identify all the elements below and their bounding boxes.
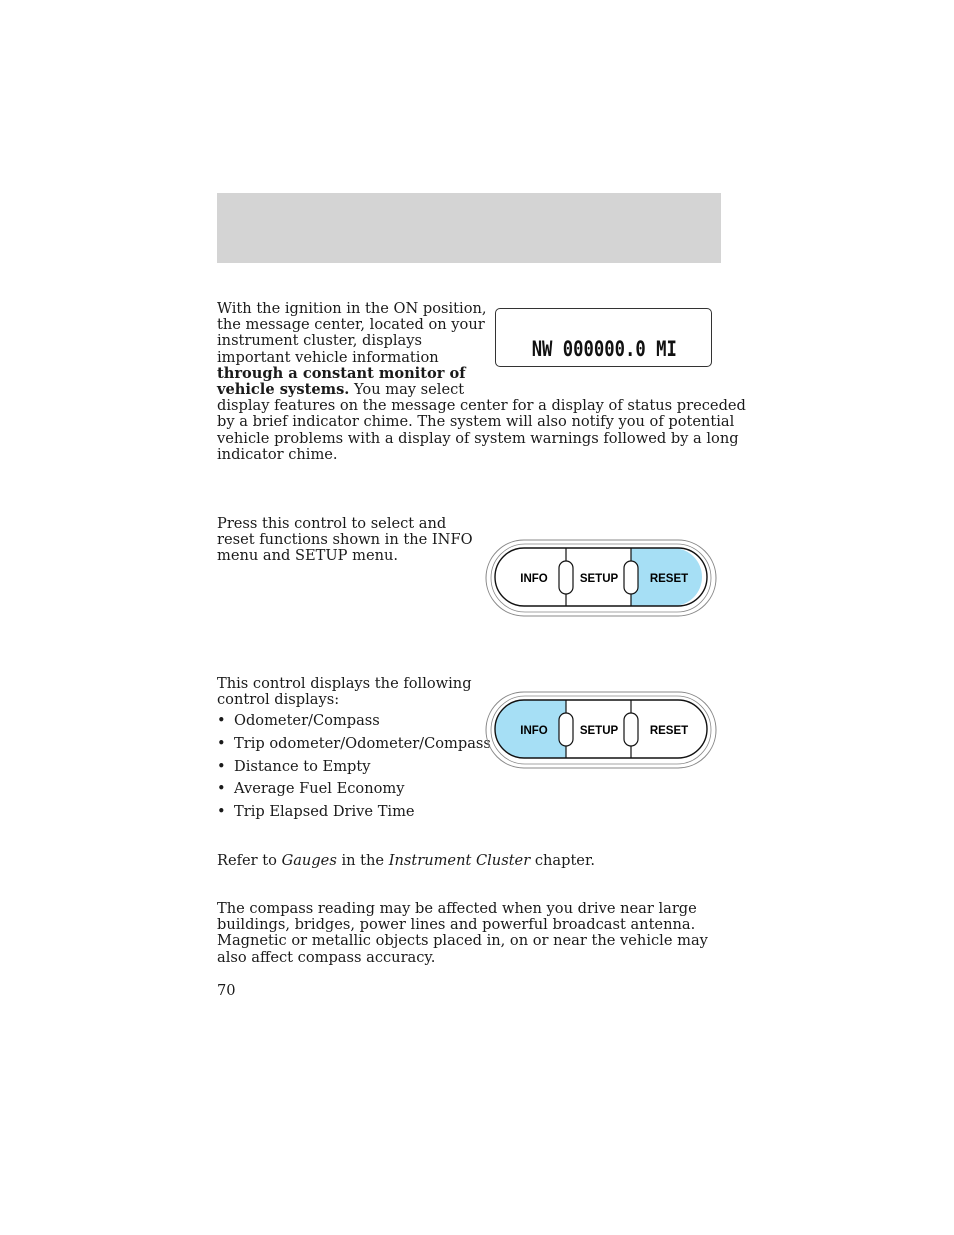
info-button-label: INFO — [520, 725, 548, 737]
bullet-glyph: • — [217, 780, 226, 798]
list-item-text: Average Fuel Economy — [234, 780, 405, 798]
reset-button-label: RESET — [649, 573, 689, 585]
gauges-reference — [217, 853, 722, 869]
intro-line: indicator chime. — [217, 445, 338, 463]
intro-line: You may select — [349, 381, 465, 399]
info-button-label: INFO — [520, 573, 548, 585]
intro-line: by a brief indicator chime. The system will also notify you of potential — [217, 413, 735, 431]
control-reset-highlighted — [485, 538, 717, 618]
intro-line: instrument cluster, displays — [217, 332, 422, 350]
bullet-glyph: • — [217, 757, 226, 775]
reference-italic: Gauges — [281, 852, 337, 869]
header-band — [217, 193, 721, 263]
intro-bold-text: through a constant monitor of — [217, 364, 466, 382]
bullet-glyph: • — [217, 734, 226, 752]
control-info-highlighted — [485, 690, 717, 770]
info-display-list — [217, 713, 491, 827]
intro-line: important vehicle information — [217, 348, 439, 366]
list-item-text: Trip Elapsed Drive Time — [234, 803, 415, 821]
bullet-glyph: • — [217, 712, 226, 729]
display-readout: NW 000000.0 MI — [531, 337, 677, 361]
reference-text: Refer to — [217, 852, 282, 869]
message-center-display — [495, 308, 712, 367]
list-item-text: Trip odometer/Odometer/Compass — [234, 734, 491, 752]
intro-line: With the ignition in the ON position, — [217, 300, 487, 317]
intro-line: display features on the message center for a display of status preceded — [217, 397, 746, 415]
page-number: 70 — [217, 982, 236, 999]
reset-paragraph: Press this control to select and reset functions shown in the INFO menu and SETUP menu. — [217, 515, 473, 565]
list-item — [217, 736, 491, 759]
reference-text: in the — [336, 852, 389, 869]
bullet-glyph: • — [217, 803, 226, 821]
list-item-text: Odometer/Compass — [234, 712, 380, 729]
reference-text: chapter. — [530, 852, 595, 869]
compass-paragraph: The compass reading may be affected when you drive near large buildings, bridges, power lines and powerful broadcast antenna. Magnetic or metallic objects placed in, on or near the vehicle may also affect compass accuracy. — [217, 900, 708, 966]
list-item — [217, 804, 491, 827]
intro-line: the message center, located on your — [217, 316, 485, 334]
intro-bold-text: vehicle systems. — [217, 381, 350, 399]
intro-line: vehicle problems with a display of system warnings followed by a long — [217, 429, 739, 447]
info-paragraph: This control displays the following control displays: — [217, 675, 472, 709]
list-item — [217, 713, 491, 736]
reference-italic: Instrument Cluster — [388, 852, 531, 869]
setup-button-label: SETUP — [579, 725, 619, 737]
reset-button-label: RESET — [649, 725, 689, 737]
setup-button-label: SETUP — [579, 573, 619, 585]
list-item — [217, 781, 491, 804]
list-item-text: Distance to Empty — [234, 757, 371, 775]
list-item — [217, 759, 491, 782]
